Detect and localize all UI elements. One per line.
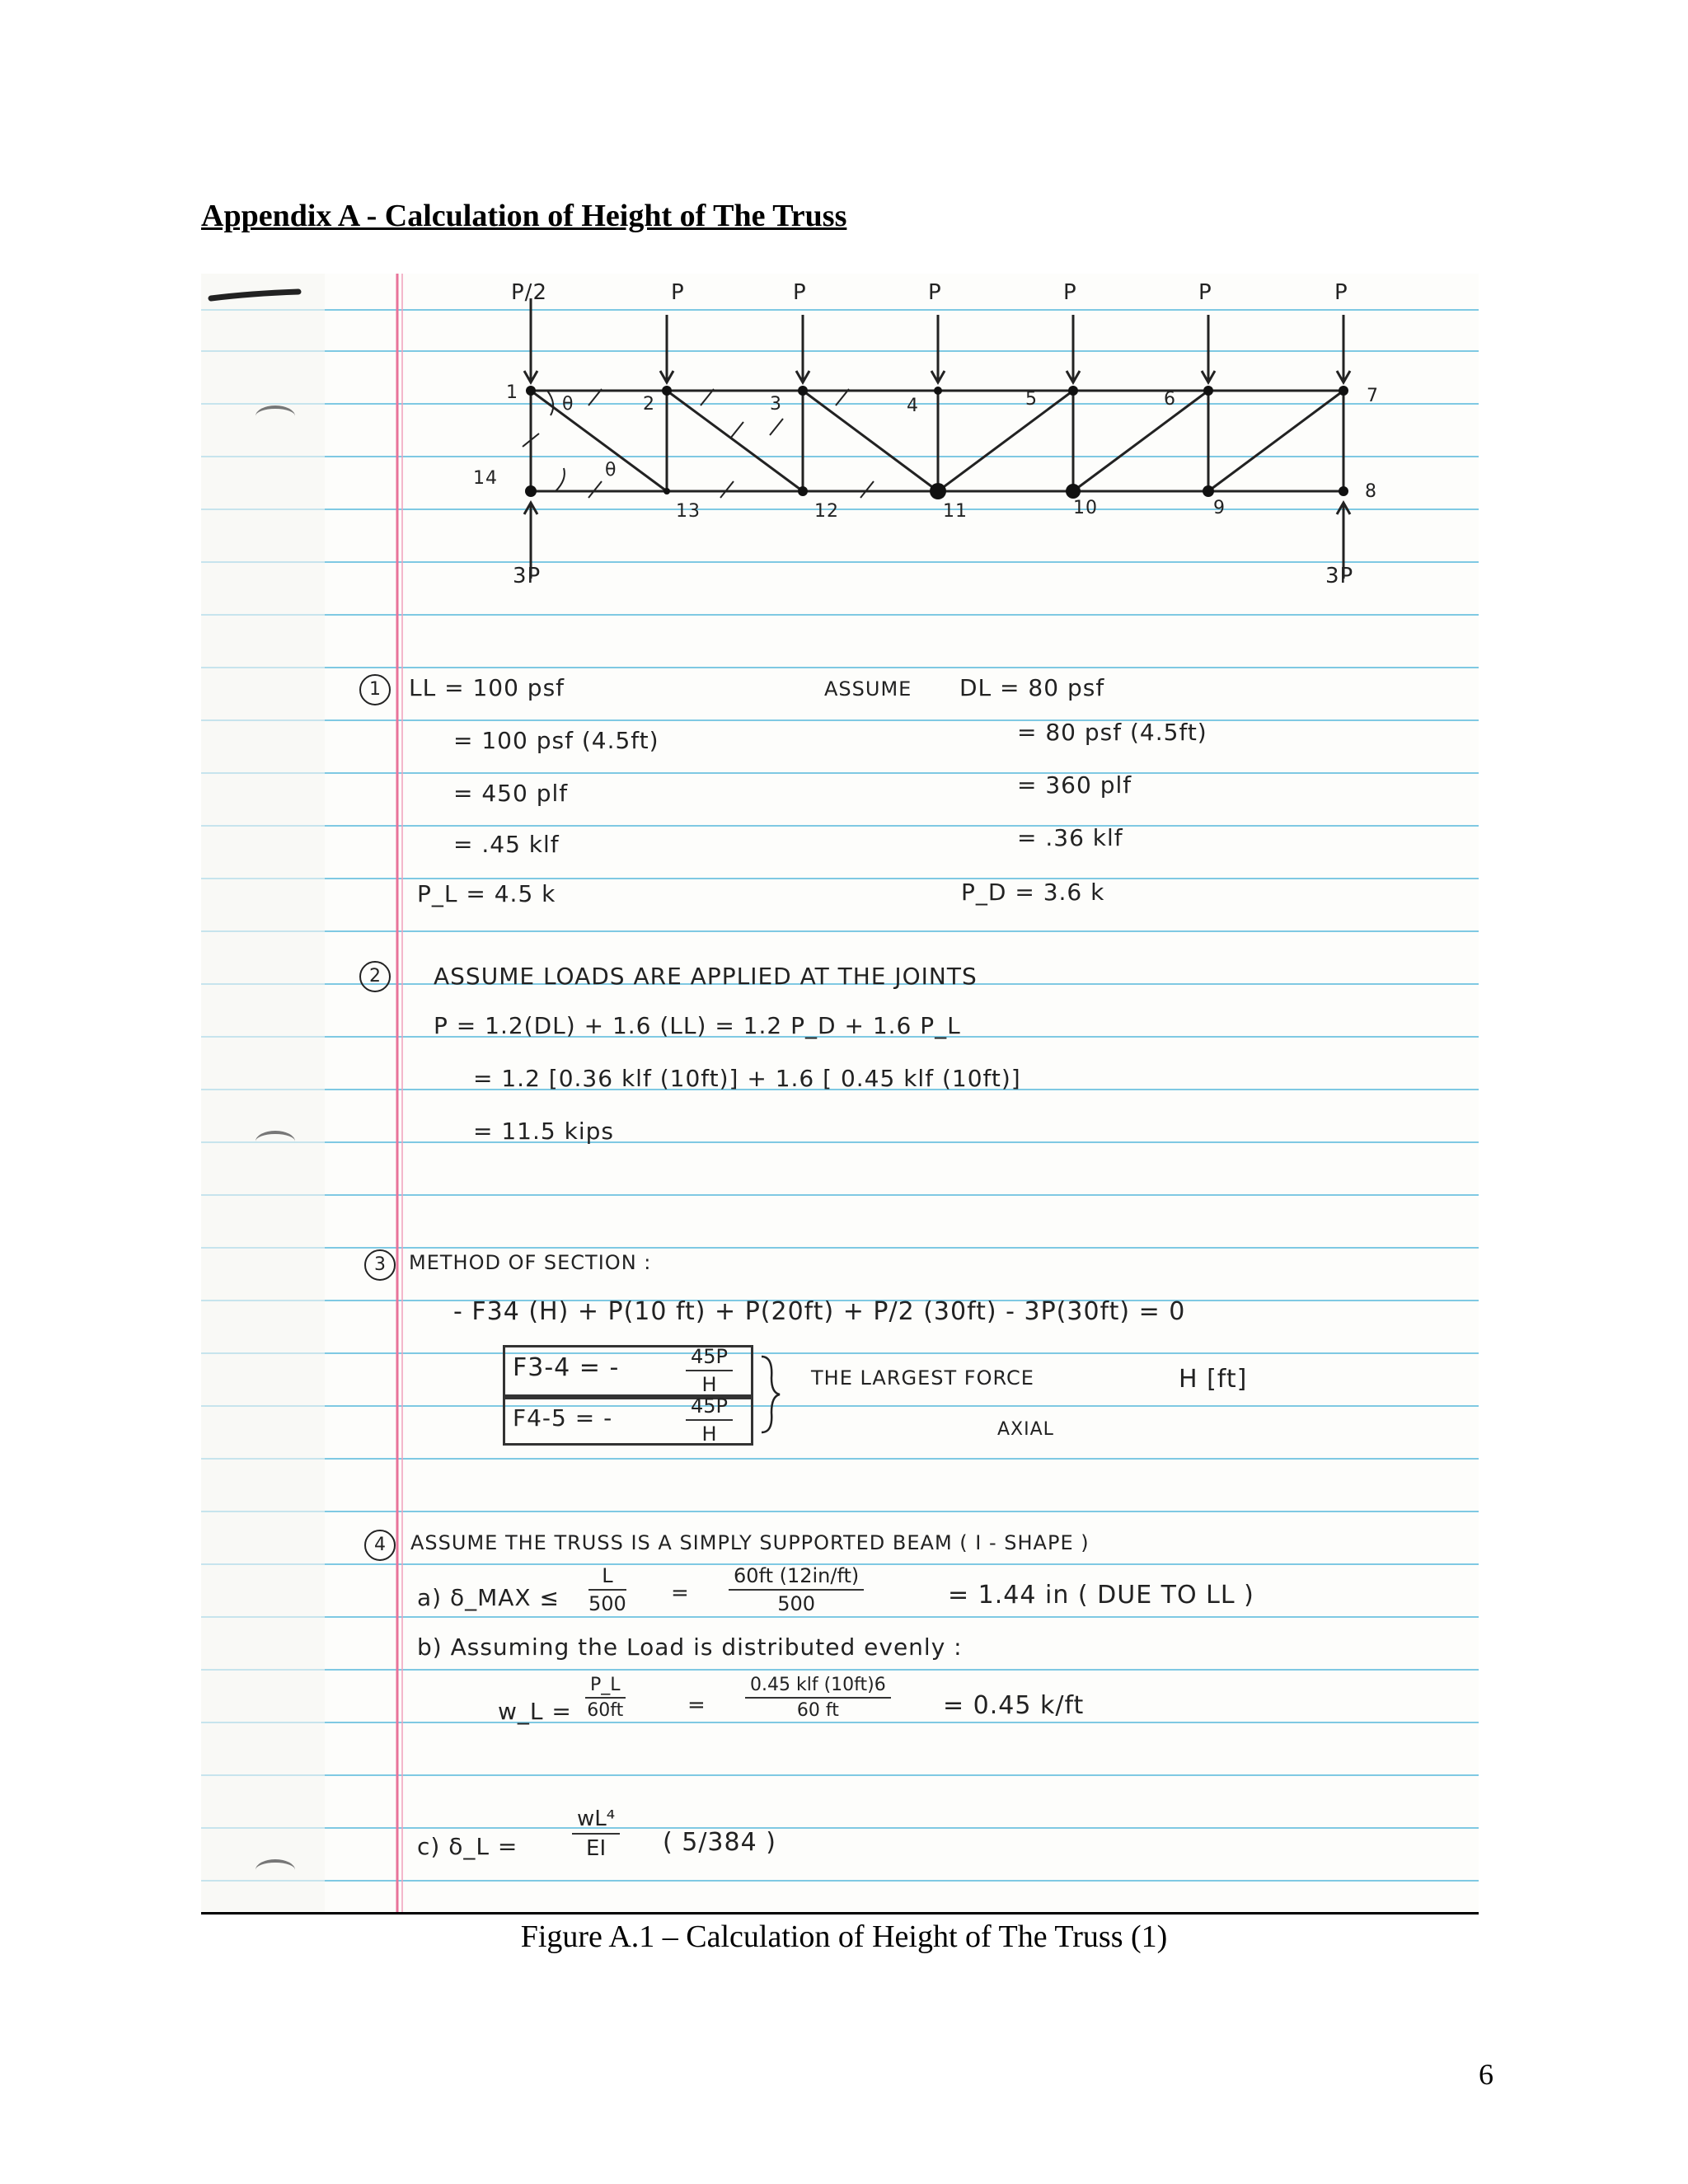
reaction-label: 3P <box>513 564 542 588</box>
beam-assumption: ASSUME THE TRUSS IS A SIMPLY SUPPORTED BEAM ( I - SHAPE ) <box>410 1531 1090 1554</box>
step2-assumption: ASSUME LOADS ARE APPLIED AT THE JOINTS <box>434 963 978 990</box>
step-number: 2 <box>359 961 391 992</box>
notebook-scan <box>201 274 1479 1912</box>
live-deflection-fraction <box>572 1807 620 1861</box>
dead-load-line: DL = 80 psf <box>959 674 1105 701</box>
load-label: P <box>671 280 685 305</box>
punch-hole-mark <box>256 1859 295 1881</box>
force-f34-fraction <box>686 1345 733 1396</box>
joint-label: 8 <box>1365 481 1377 502</box>
step-number: 3 <box>364 1249 396 1281</box>
brace-mark <box>758 1353 783 1436</box>
load-label: P <box>1334 280 1348 305</box>
factored-load-substitution: = 1.2 [0.36 klf (10ft)] + 1.6 [ 0.45 klf (10ft)] <box>473 1065 1021 1092</box>
method-title: METHOD OF SECTION : <box>409 1251 652 1274</box>
deflection-limit-fraction <box>588 1564 626 1615</box>
fraction-denominator: EI <box>586 1836 607 1861</box>
height-units: H [ft] <box>1179 1365 1248 1394</box>
load-label: P <box>1198 280 1212 305</box>
equals-sign: = <box>671 1581 690 1605</box>
live-load-line: = 100 psf (4.5ft) <box>453 727 659 754</box>
step-number: 1 <box>359 674 391 705</box>
fraction-numerator: 45P <box>686 1394 733 1421</box>
live-load-line: = 450 plf <box>453 780 569 807</box>
angle-label: θ <box>605 460 617 480</box>
fraction-denominator: 500 <box>777 1592 816 1615</box>
joint-label: 12 <box>814 501 839 522</box>
equals-sign: = <box>687 1693 706 1718</box>
joint-label: 10 <box>1073 498 1098 518</box>
step-number: 4 <box>364 1530 396 1561</box>
fraction-denominator: 500 <box>588 1592 626 1615</box>
fraction-denominator: H <box>701 1373 717 1396</box>
force-f45-label: F4-5 = - <box>513 1404 613 1432</box>
figure-caption: Figure A.1 – Calculation of Height of The Truss (1) <box>520 1919 1168 1954</box>
live-load-line: P_L = 4.5 k <box>417 880 556 907</box>
load-label: P <box>793 280 807 305</box>
joint-label: 9 <box>1213 498 1226 518</box>
caption-rule <box>201 1912 1479 1915</box>
distributed-load-fraction <box>585 1675 626 1721</box>
load-label: P/2 <box>511 280 547 305</box>
punch-hole-mark <box>256 1131 295 1152</box>
fraction-numerator: L <box>588 1564 626 1591</box>
live-load-line: = .45 klf <box>453 831 560 858</box>
deflection-value-fraction <box>729 1564 864 1615</box>
assume-label: ASSUME <box>824 677 912 701</box>
truss-diagram <box>201 274 1479 603</box>
moment-equation: - F34 (H) + P(10 ft) + P(20ft) + P/2 (30ft) - 3P(30ft) = 0 <box>453 1297 1186 1326</box>
fraction-denominator: H <box>701 1422 717 1446</box>
reaction-label: 3P <box>1325 564 1354 588</box>
force-f45-fraction <box>686 1394 733 1446</box>
distributed-load-value-fraction <box>745 1675 891 1721</box>
largest-force-note: THE LARGEST FORCE <box>811 1366 1034 1390</box>
joint-label: 2 <box>643 394 655 415</box>
joint-label: 3 <box>770 394 782 415</box>
page-number: 6 <box>1479 2058 1493 2091</box>
distributed-load-label: w_L = <box>498 1698 572 1725</box>
page-title: Appendix A - Calculation of Height of The Truss <box>201 199 847 233</box>
joint-label: 1 <box>506 382 518 403</box>
joint-label: 11 <box>943 501 968 522</box>
axial-note: AXIAL <box>997 1419 1054 1440</box>
dead-load-line: = 80 psf (4.5ft) <box>1017 719 1207 746</box>
fraction-numerator: wL⁴ <box>572 1807 620 1835</box>
joint-label: 14 <box>473 468 498 489</box>
dead-load-line: P_D = 3.6 k <box>961 879 1105 906</box>
fraction-numerator: 0.45 klf (10ft)6 <box>745 1675 891 1699</box>
fraction-denominator: 60ft <box>587 1700 624 1721</box>
fraction-numerator: P_L <box>585 1675 626 1699</box>
distributed-load-result: = 0.45 k/ft <box>943 1691 1085 1720</box>
distributed-load-note: b) Assuming the Load is distributed evenly : <box>417 1633 963 1661</box>
joint-label: 13 <box>676 501 701 522</box>
dead-load-line: = .36 klf <box>1017 824 1123 851</box>
live-deflection-coefficient: ( 5/384 ) <box>663 1828 776 1857</box>
joint-label: 7 <box>1367 386 1379 406</box>
load-label: P <box>1063 280 1077 305</box>
joint-label: 6 <box>1164 389 1176 410</box>
force-f34-label: F3-4 = - <box>513 1353 620 1382</box>
deflection-limit-result: = 1.44 in ( DUE TO LL ) <box>948 1581 1254 1610</box>
fraction-denominator: 60 ft <box>796 1700 839 1721</box>
live-deflection-label: c) δ_L = <box>417 1833 518 1860</box>
joint-label: 4 <box>907 396 919 416</box>
load-label: P <box>928 280 942 305</box>
angle-label: θ <box>562 394 574 415</box>
factored-load-equation: P = 1.2(DL) + 1.6 (LL) = 1.2 P_D + 1.6 P_L <box>434 1012 961 1039</box>
fraction-numerator: 60ft (12in/ft) <box>729 1564 864 1591</box>
factored-load-result: = 11.5 kips <box>473 1118 614 1145</box>
joint-label: 5 <box>1025 389 1038 410</box>
fraction-numerator: 45P <box>686 1345 733 1371</box>
deflection-limit-label: a) δ_MAX ≤ <box>417 1584 560 1611</box>
live-load-line: LL = 100 psf <box>409 674 565 701</box>
dead-load-line: = 360 plf <box>1017 771 1132 799</box>
